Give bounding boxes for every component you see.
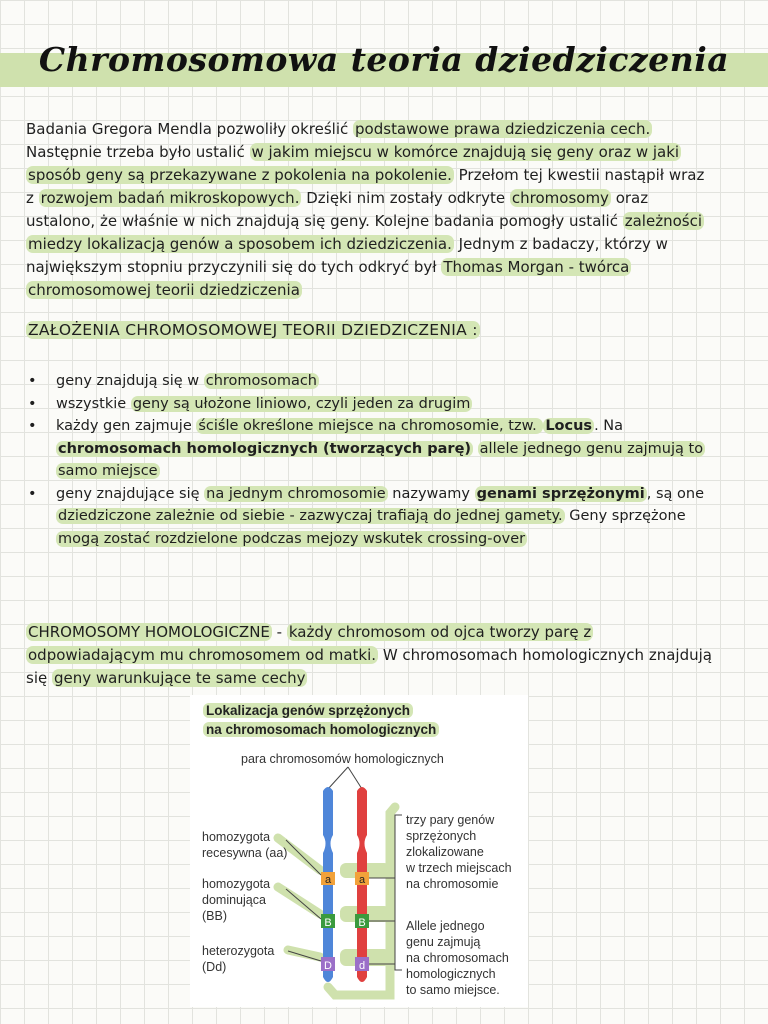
linked-genes-line-2: zlokalizowane	[406, 845, 484, 859]
assumption-3-segment-6: Geny sprzężone	[564, 508, 686, 524]
figure-title-line1: Lokalizacja genów sprzężonych	[203, 703, 413, 718]
assumption-item	[26, 483, 716, 551]
gene-letter-right-b: B	[358, 917, 366, 929]
label-heterozygous	[202, 943, 274, 975]
bullet-dot-icon: •	[28, 373, 37, 389]
assumption-3-segment-2: nazywamy	[387, 485, 475, 502]
linked-genes-line-4: na chromosomie	[406, 877, 499, 891]
assumption-2-segment-1: ściśle określone miejsce na chromosomie, tzw.	[198, 418, 542, 434]
assumption-3-segment-7: mogą zostać rozdzielone podczas mejozy wskutek crossing-over	[58, 530, 526, 547]
homologous-segment-4: geny warunkujące te same cechy	[53, 669, 306, 687]
label-alleles-same-place	[406, 918, 509, 998]
assumption-3-segment-0: geny znajdujące się	[56, 485, 205, 502]
pointer-line-1	[286, 840, 321, 875]
assumption-2-segment-0: każdy gen zajmuje	[56, 418, 197, 434]
assumption-3-segment-5: dziedziczone zależnie od siebie - zazwyczaj trafiają do jednej gamety.	[58, 508, 563, 524]
pointer-line-2	[286, 889, 321, 919]
intro-segment-4: Przełom tej kwestii nastąpił wraz z	[26, 166, 705, 207]
assumption-2-segment-2: Locus	[545, 418, 593, 434]
linked-genes-line-3: w trzech miejscach	[406, 861, 512, 875]
homologous-segment-1: -	[271, 623, 287, 641]
assumption-2-segment-6: allele jednego genu zajmują to samo miejsce	[58, 440, 704, 479]
assumption-item	[26, 393, 716, 416]
gene-letter-left-a: a	[324, 874, 332, 886]
label-heterozygous-line1: heterozygota	[202, 944, 275, 958]
intro-segment-2: Następnie trzeba było ustalić	[26, 143, 250, 161]
page-title: Chromosomowa teoria dziedziczenia	[38, 40, 730, 79]
assumption-item	[26, 415, 716, 483]
label-heterozygous-line2: (Dd)	[202, 960, 227, 974]
alleles-same-place-line-1: genu zajmują	[406, 935, 481, 949]
assumption-1-segment-1: geny są ułożone liniowo, czyli jeden za drugim	[132, 395, 471, 412]
assumption-2-segment-3: . Na	[594, 418, 624, 434]
alleles-same-place-line-4: to samo miejsce.	[406, 983, 500, 997]
bullet-dot-icon: •	[28, 485, 37, 502]
label-linked-genes	[406, 812, 512, 892]
homologous-paragraph	[26, 621, 716, 690]
label-homozygous-recessive-line2: recesywna (aa)	[202, 846, 288, 860]
assumption-2-segment-5	[473, 441, 478, 457]
assumption-1-segment-0: wszystkie	[56, 395, 131, 412]
linked-genes-line-0: trzy pary genów	[406, 813, 495, 827]
pair-label: para chromosomów homologicznych	[241, 752, 444, 766]
assumption-3-segment-1: na jednym chromosomie	[206, 485, 386, 502]
homologous-segment-2: każdy chromosom od ojca tworzy parę z odpowiadającym mu chromosomem od matki.	[28, 623, 592, 664]
intro-segment-11: Thomas Morgan - twórca chromosomowej teorii dziedziczenia	[28, 258, 630, 299]
assumption-2-segment-4: chromosomach homologicznych (tworzących parę)	[58, 440, 472, 457]
intro-segment-10: Jednym z badaczy, którzy w największym stopniu przyczynili się do tych odkryć był	[26, 235, 668, 276]
homologous-segment-3: W chromosomach homologicznych znajdują się	[26, 646, 712, 687]
gene-letter-left-b: B	[324, 917, 332, 929]
assumption-0-segment-0: geny znajdują się w	[56, 373, 204, 389]
intro-segment-7: chromosomy	[511, 189, 609, 207]
intro-segment-8: oraz ustalono, że właśnie w nich znajdują się geny. Kolejne badania pomogły ustalić	[26, 189, 649, 230]
assumptions-heading	[26, 321, 480, 339]
figure-title-line2: na chromosomach homologicznych	[203, 722, 439, 737]
gene-letter-right-a: a	[358, 874, 366, 886]
bullet-dot-icon: •	[28, 395, 37, 412]
intro-segment-9: zależności miedzy lokalizacją genów a sposobem ich dziedziczenia.	[28, 212, 702, 253]
assumption-item	[26, 370, 716, 393]
intro-segment-0: Badania Gregora Mendla pozwoliły określić	[26, 120, 354, 138]
alleles-same-place-line-2: na chromosomach	[406, 951, 509, 965]
intro-segment-5: rozwojem badań mikroskopowych.	[40, 189, 300, 207]
pair-label-line-left	[328, 767, 348, 789]
homologous-segment-0: CHROMOSOMY HOMOLOGICZNE	[28, 623, 270, 641]
label-homozygous-dominant	[202, 876, 270, 924]
intro-segment-1: podstawowe prawa dziedziczenia cech.	[355, 120, 651, 138]
label-homozygous-dominant-line2: dominująca	[202, 893, 266, 907]
alleles-same-place-line-3: homologicznych	[406, 967, 496, 981]
intro-segment-3: w jakim miejscu w komórce znajdują się geny oraz w jaki sposób geny są przekazywane z pokolenia na pokolenie.	[28, 143, 680, 184]
gene-letter-left-d: D	[324, 960, 332, 972]
assumption-3-segment-3: genami sprzężonymi	[476, 485, 645, 502]
intro-segment-6: Dzięki nim zostały odkryte	[301, 189, 510, 207]
alleles-same-place-line-0: Allele jednego	[406, 919, 485, 933]
right-bracket	[395, 815, 402, 970]
pair-label-line-right	[348, 767, 362, 789]
assumptions-heading-text: ZAŁOŻENIA CHROMOSOMOWEJ TEORII DZIEDZICZENIA :	[28, 321, 478, 339]
label-homozygous-dominant-line1: homozygota	[202, 877, 271, 891]
assumption-3-segment-4: , są one	[646, 485, 704, 502]
intro-paragraph	[26, 118, 716, 302]
label-homozygous-recessive	[202, 829, 287, 861]
gene-letter-right-d: d	[358, 960, 366, 972]
assumption-0-segment-1: chromosomach	[205, 373, 317, 389]
label-homozygous-dominant-line3: (BB)	[202, 909, 227, 923]
assumptions-list	[26, 370, 716, 550]
bullet-dot-icon: •	[28, 418, 37, 434]
linked-genes-line-1: sprzężonych	[406, 829, 477, 843]
label-homozygous-recessive-line1: homozygota	[202, 830, 271, 844]
